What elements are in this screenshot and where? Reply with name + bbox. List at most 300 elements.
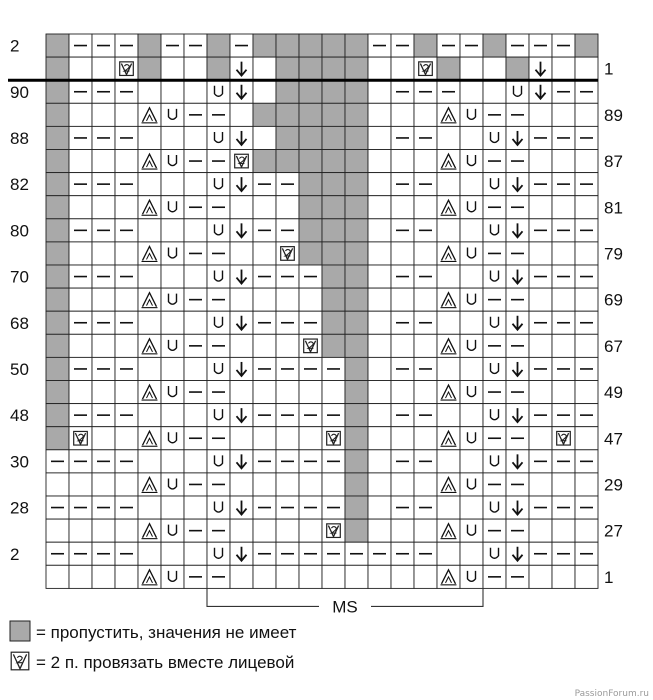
purl-dash-cell [69,542,92,565]
skip-cell [345,519,368,542]
arrow-down-cell [506,173,529,196]
skip-cell [276,103,299,126]
skip-cell [46,150,69,173]
k2tog-cell [299,334,322,357]
empty-cell [368,126,391,149]
watermark: PassionForum.ru [574,689,649,699]
empty-cell [368,357,391,380]
row-number-right: 47 [604,429,623,449]
empty-cell [184,311,207,334]
purl-dash-cell [506,196,529,219]
empty-cell [414,473,437,496]
purl-dash-cell [92,265,115,288]
purl-dash-cell [207,565,230,588]
triangle-decrease-cell [138,242,161,265]
empty-cell [529,427,552,450]
skip-cell [322,334,345,357]
empty-cell [368,196,391,219]
yarn-over-cell [460,473,483,496]
arrow-down-cell [529,80,552,103]
empty-cell [368,242,391,265]
purl-dash-cell [391,80,414,103]
empty-cell [368,519,391,542]
arrow-down-cell [230,450,253,473]
skip-cell [46,311,69,334]
triangle-decrease-cell [437,565,460,588]
row-number-left: 2 [10,36,20,56]
purl-dash-cell [115,542,138,565]
empty-cell [368,496,391,519]
purl-dash-cell [437,34,460,57]
skip-cell [46,404,69,427]
skip-cell [299,173,322,196]
empty-cell [437,542,460,565]
empty-cell [276,196,299,219]
triangle-decrease-cell [138,565,161,588]
purl-dash-cell [299,311,322,334]
yarn-over-cell [207,450,230,473]
empty-cell [92,519,115,542]
empty-cell [115,473,138,496]
yarn-over-cell [161,242,184,265]
empty-cell [437,219,460,242]
empty-cell [552,242,575,265]
arrow-down-cell [230,265,253,288]
empty-cell [138,173,161,196]
skip-cell [46,219,69,242]
empty-cell [161,450,184,473]
empty-cell [437,357,460,380]
skip-cell [322,103,345,126]
purl-dash-cell [575,357,598,380]
skip-cell [345,265,368,288]
purl-dash-cell [552,542,575,565]
purl-dash-cell [69,34,92,57]
purl-dash-cell [575,496,598,519]
legend-k2tog-icon [11,652,29,670]
yarn-over-cell [161,519,184,542]
purl-dash-cell [391,404,414,427]
skip-cell [276,80,299,103]
empty-cell [115,242,138,265]
arrow-down-cell [230,126,253,149]
yarn-over-cell [460,103,483,126]
empty-cell [368,427,391,450]
arrow-down-cell [506,542,529,565]
purl-dash-cell [299,542,322,565]
empty-cell [92,103,115,126]
purl-dash-cell [92,311,115,334]
empty-cell [161,265,184,288]
purl-dash-cell [92,450,115,473]
empty-cell [414,334,437,357]
row-number-right: 67 [604,336,623,356]
skip-cell [299,80,322,103]
purl-dash-cell [69,357,92,380]
purl-dash-cell [483,381,506,404]
skip-cell [322,173,345,196]
empty-cell [276,519,299,542]
skip-cell [322,150,345,173]
purl-dash-cell [69,126,92,149]
purl-dash-cell [506,103,529,126]
empty-cell [368,150,391,173]
purl-dash-cell [414,80,437,103]
empty-cell [115,519,138,542]
yarn-over-cell [207,357,230,380]
empty-cell [552,288,575,311]
purl-dash-cell [368,34,391,57]
purl-dash-cell [115,450,138,473]
empty-cell [437,450,460,473]
purl-dash-cell [276,219,299,242]
skip-cell [46,103,69,126]
empty-cell [368,80,391,103]
purl-dash-cell [391,450,414,473]
triangle-decrease-cell [437,150,460,173]
purl-dash-cell [115,126,138,149]
purl-dash-cell [184,103,207,126]
purl-dash-cell [253,219,276,242]
skip-cell [322,196,345,219]
purl-dash-cell [253,450,276,473]
skip-cell [345,473,368,496]
empty-cell [253,565,276,588]
empty-cell [161,173,184,196]
empty-cell [552,473,575,496]
purl-dash-cell [253,496,276,519]
empty-cell [414,519,437,542]
purl-dash-cell [115,173,138,196]
purl-dash-cell [414,357,437,380]
purl-dash-cell [529,496,552,519]
empty-cell [230,196,253,219]
empty-cell [529,196,552,219]
empty-cell [391,288,414,311]
empty-cell [552,334,575,357]
skip-cell [46,57,69,80]
purl-dash-cell [115,357,138,380]
k2tog-cell [69,427,92,450]
empty-cell [345,565,368,588]
empty-cell [368,288,391,311]
yarn-over-cell [483,404,506,427]
purl-dash-cell [253,404,276,427]
empty-cell [253,126,276,149]
empty-cell [69,150,92,173]
yarn-over-cell [483,173,506,196]
purl-dash-cell [115,34,138,57]
purl-dash-cell [575,126,598,149]
skip-cell [483,34,506,57]
purl-dash-cell [391,542,414,565]
empty-cell [92,473,115,496]
empty-cell [161,404,184,427]
empty-cell [414,103,437,126]
empty-cell [92,196,115,219]
arrow-down-cell [230,57,253,80]
skip-cell [138,34,161,57]
yarn-over-cell [207,542,230,565]
arrow-down-cell [230,496,253,519]
yarn-over-cell [460,381,483,404]
purl-dash-cell [552,80,575,103]
purl-dash-cell [483,473,506,496]
empty-cell [368,265,391,288]
purl-dash-cell [506,34,529,57]
empty-cell [230,288,253,311]
empty-cell [575,473,598,496]
yarn-over-cell [207,404,230,427]
triangle-decrease-cell [437,196,460,219]
purl-dash-cell [506,242,529,265]
empty-cell [138,265,161,288]
empty-cell [414,150,437,173]
purl-dash-cell [207,150,230,173]
empty-cell [230,473,253,496]
empty-cell [138,311,161,334]
empty-cell [460,311,483,334]
purl-dash-cell [276,311,299,334]
empty-cell [552,381,575,404]
triangle-decrease-cell [138,103,161,126]
yarn-over-cell [161,565,184,588]
empty-cell [115,381,138,404]
purl-dash-cell [69,311,92,334]
chart-grid [8,34,598,588]
empty-cell [552,103,575,126]
empty-cell [552,57,575,80]
purl-dash-cell [552,126,575,149]
purl-dash-cell [92,126,115,149]
purl-dash-cell [69,219,92,242]
row-number-right: 27 [604,521,623,541]
empty-cell [368,404,391,427]
purl-dash-cell [575,450,598,473]
purl-dash-cell [368,542,391,565]
skip-cell [345,334,368,357]
empty-cell [437,311,460,334]
empty-cell [184,357,207,380]
row-number-right: 79 [604,244,623,264]
purl-dash-cell [575,404,598,427]
empty-cell [529,334,552,357]
skip-cell [46,173,69,196]
row-number-left: 28 [10,498,29,518]
purl-dash-cell [92,357,115,380]
k2tog-cell [322,427,345,450]
skip-cell [207,34,230,57]
yarn-over-cell [207,126,230,149]
legend-gray-swatch [10,621,30,641]
empty-cell [368,311,391,334]
empty-cell [115,288,138,311]
triangle-decrease-cell [138,473,161,496]
row-number-right: 1 [604,59,614,79]
arrow-down-cell [230,311,253,334]
purl-dash-cell [276,404,299,427]
empty-cell [552,565,575,588]
arrow-down-cell [230,357,253,380]
empty-cell [161,311,184,334]
empty-cell [552,519,575,542]
empty-cell [414,381,437,404]
triangle-decrease-cell [138,427,161,450]
purl-dash-cell [92,34,115,57]
purl-dash-cell [46,496,69,519]
skip-cell [345,381,368,404]
purl-dash-cell [529,311,552,334]
empty-cell [230,427,253,450]
empty-cell [299,565,322,588]
purl-dash-cell [506,427,529,450]
row-number-right: 29 [604,475,623,495]
skip-cell [345,34,368,57]
empty-cell [230,381,253,404]
empty-cell [161,80,184,103]
skip-cell [575,34,598,57]
empty-cell [391,381,414,404]
skip-cell [322,34,345,57]
purl-dash-cell [483,103,506,126]
empty-cell [437,173,460,196]
yarn-over-cell [207,311,230,334]
empty-cell [529,519,552,542]
row-number-right: 49 [604,383,623,403]
row-number-right: 81 [604,198,623,218]
empty-cell [253,334,276,357]
purl-dash-cell [92,173,115,196]
skip-cell [345,404,368,427]
row-number-left: 30 [10,452,29,472]
purl-dash-cell [506,150,529,173]
purl-dash-cell [115,404,138,427]
arrow-down-cell [230,173,253,196]
arrow-down-cell [506,450,529,473]
purl-dash-cell [115,219,138,242]
yarn-over-cell [506,80,529,103]
skip-cell [299,150,322,173]
skip-cell [322,57,345,80]
skip-cell [46,381,69,404]
arrow-down-cell [506,357,529,380]
empty-cell [138,80,161,103]
empty-cell [184,57,207,80]
k2tog-cell [414,57,437,80]
skip-cell [46,334,69,357]
empty-cell [161,126,184,149]
empty-cell [575,381,598,404]
skip-cell [322,311,345,334]
empty-cell [92,57,115,80]
empty-cell [529,103,552,126]
purl-dash-cell [230,34,253,57]
purl-dash-cell [299,357,322,380]
purl-dash-cell [69,404,92,427]
empty-cell [483,57,506,80]
skip-cell [345,311,368,334]
k2tog-cell [552,427,575,450]
empty-cell [161,496,184,519]
empty-cell [368,173,391,196]
purl-dash-cell [483,334,506,357]
purl-dash-cell [69,173,92,196]
skip-cell [322,219,345,242]
purl-dash-cell [414,404,437,427]
skip-cell [299,126,322,149]
purl-dash-cell [529,542,552,565]
purl-dash-cell [575,173,598,196]
skip-cell [345,288,368,311]
empty-cell [575,103,598,126]
skip-cell [345,196,368,219]
yarn-over-cell [161,473,184,496]
empty-cell [483,80,506,103]
purl-dash-cell [276,496,299,519]
empty-cell [69,57,92,80]
k2tog-cell [276,242,299,265]
arrow-down-cell [506,496,529,519]
purl-dash-cell [345,542,368,565]
row-number-right: 87 [604,152,623,172]
purl-dash-cell [506,565,529,588]
empty-cell [92,334,115,357]
empty-cell [529,150,552,173]
empty-cell [184,404,207,427]
purl-dash-cell [115,311,138,334]
arrow-down-cell [230,404,253,427]
empty-cell [138,404,161,427]
purl-dash-cell [92,404,115,427]
empty-cell [46,519,69,542]
triangle-decrease-cell [437,381,460,404]
empty-cell [391,242,414,265]
empty-cell [575,565,598,588]
skip-cell [345,357,368,380]
skip-cell [299,103,322,126]
purl-dash-cell [483,150,506,173]
pattern-repeat-bracket [207,588,483,616]
empty-cell [69,519,92,542]
empty-cell [575,427,598,450]
empty-cell [253,57,276,80]
skip-cell [322,126,345,149]
purl-dash-cell [46,542,69,565]
empty-cell [138,126,161,149]
purl-dash-cell [207,242,230,265]
empty-cell [69,381,92,404]
purl-dash-cell [552,265,575,288]
purl-dash-cell [552,219,575,242]
empty-cell [184,496,207,519]
empty-cell [69,334,92,357]
triangle-decrease-cell [437,427,460,450]
purl-dash-cell [92,80,115,103]
legend [10,621,297,672]
skip-cell [46,80,69,103]
empty-cell [253,196,276,219]
row-number-right: 89 [604,105,623,125]
empty-cell [46,473,69,496]
purl-dash-cell [184,381,207,404]
purl-dash-cell [483,519,506,542]
skip-cell [345,126,368,149]
empty-cell [529,381,552,404]
empty-cell [460,57,483,80]
skip-cell [345,219,368,242]
purl-dash-cell [529,265,552,288]
yarn-over-cell [161,334,184,357]
